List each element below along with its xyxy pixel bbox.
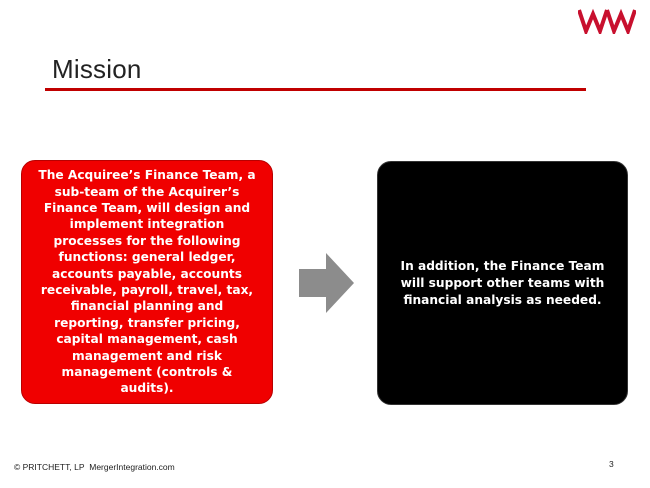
footer-copyright: © PRITCHETT, LP — [14, 462, 85, 472]
finance-team-mission-text: The Acquiree’s Finance Team, a sub-team of the Acquirer’s Finance Team, will design and implement integration processes for the following functions: general ledger, accounts payable, accounts receivable, payroll, travel, tax, financial planning and reporting, transfer pricing, capital management, cash management and risk management (controls & audits). — [38, 168, 256, 396]
footer-website-link[interactable]: MergerIntegration.com — [89, 462, 175, 472]
footer-credit — [14, 462, 175, 472]
page-number: 3 — [609, 459, 614, 469]
financial-analysis-box — [377, 161, 628, 405]
page-title: Mission — [52, 54, 142, 84]
ww-logo-icon — [578, 8, 636, 34]
right-arrow-icon — [299, 253, 354, 313]
finance-team-mission-box — [21, 160, 273, 404]
financial-analysis-text: In addition, the Finance Team will support other teams with financial analysis as needed. — [400, 258, 605, 307]
title-divider — [45, 88, 586, 91]
